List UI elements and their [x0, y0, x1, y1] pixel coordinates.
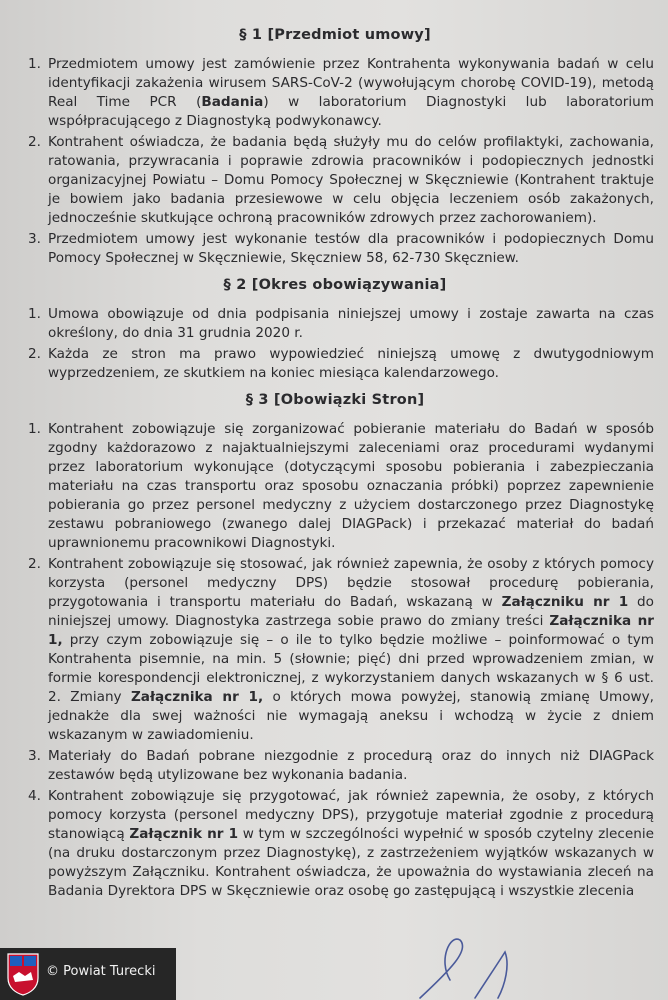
- bold-term: Załącznika nr 1,: [48, 613, 654, 648]
- list-item-text: Przedmiotem umowy jest wykonanie testów dla pracowników i podopiecznych Domu Pomocy Społecznej w Skęczniewie, Skęczniew 58, 62-730 Skęczniew.: [48, 231, 654, 266]
- list-item-number: 2.: [28, 346, 41, 362]
- list-item-text: Kontrahent oświadcza, że badania będą służyły mu do celów profilaktyki, zachowania, ratowania, przywracania i poprawie zdrowia pracowników i podopiecznych jednostki organizacyjnej Powiatu – Domu Pomocy Społecznej w Skęczniewie (Kontrahent traktuje je bowiem jako badania przesiewowe w celu objęcia leczeniem osób zakażonych, jednocześnie skutkujące ochroną pracowników zdrowych przez zachorowaniem).: [48, 134, 654, 226]
- list-item: [10, 747, 660, 785]
- list-item-text: przy czym zobowiązuje się – o ile to tylko będzie możliwe – poinformować o tym Kontrahenta pisemnie, na min. 5 (słownie; pięć) dni przed wprowadzeniem zmian, w formie korespondencji elektronicznej, z wykorzystaniem danych wskazanych w § 6 ust. 2. Zmiany: [48, 632, 654, 705]
- list-item-text: w tym w szczególności wypełnić w sposób czytelny zlecenie (na druku dostarczonym przez Diagnostykę), z zastrzeżeniem wyjątków wskazanych w powyższym Załączniku. Kontrahent oświadcza, że upoważnia do wystawiania zleceń na Badania Dyrektora DPS w Skęczniewie oraz osobę go zastępującą i wszystkie zlecenia: [48, 826, 654, 899]
- list-item-text: Przedmiotem umowy jest zamówienie przez Kontrahenta wykonywania badań w celu identyfikacji zakażenia wirusem SARS-CoV-2 (wywołującym chorobę COVID-19), metodą Real Time PCR (: [48, 56, 654, 110]
- section-2-list: [10, 305, 660, 383]
- list-item-number: 1.: [28, 421, 41, 437]
- section-3-list: [10, 420, 660, 901]
- list-item-number: 2.: [28, 134, 41, 150]
- list-item-text: Umowa obowiązuje od dnia podpisania niniejszej umowy i zostaje zawarta na czas określony, do dnia 31 grudnia 2020 r.: [48, 306, 654, 341]
- list-item-text: Materiały do Badań pobrane niezgodnie z procedurą oraz do innych niż DIAGPack zestawów będą utylizowane bez wykonania badania.: [48, 748, 654, 783]
- list-item-text: Kontrahent zobowiązuje się przygotować, jak również zapewnia, że osoby, z których pomocy korzysta (personel medyczny DPS), przygotuje materiał zgodnie z procedurą stanowiącą: [48, 788, 654, 842]
- list-item-text: Kontrahent zobowiązuje się stosować, jak również zapewnia, że osoby z których pomocy korzysta (personel medyczny DPS) będzie stosował procedurę pobierania, przygotowania i transportu materiału do Badań, wskazaną w: [48, 556, 654, 610]
- watermark-badge: [0, 948, 176, 1000]
- list-item-text: do niniejszej umowy. Diagnostyka zastrzega sobie prawo do zmiany treści: [48, 594, 654, 629]
- list-item: [10, 230, 660, 268]
- list-item: [10, 420, 660, 553]
- section-1-list: [10, 55, 660, 268]
- list-item: [10, 133, 660, 228]
- list-item-text: o których mowa powyżej, stanowią zmianę Umowy, jednakże dla swej ważności nie wymagają aneksu i wchodzą w życie z dniem wskazanym w zawiadomieniu.: [48, 689, 655, 743]
- list-item-text: ) w laboratorium Diagnostyki lub laboratorium współpracującego z Diagnostyką podwykonawcy.: [48, 94, 654, 129]
- list-item-number: 2.: [28, 556, 41, 572]
- list-item: [10, 305, 660, 343]
- list-item-number: 3.: [28, 748, 41, 764]
- contract-text: [10, 26, 660, 909]
- list-item-number: 1.: [28, 306, 41, 322]
- bold-term: Badania: [201, 94, 264, 110]
- section-2-title: § 2 [Okres obowiązywania]: [223, 277, 447, 293]
- bold-term: Załącznik nr 1: [129, 826, 239, 842]
- section-2: [10, 276, 660, 383]
- list-item: [10, 555, 660, 745]
- section-3: [10, 391, 660, 901]
- list-item: [10, 345, 660, 383]
- list-item: [10, 55, 660, 131]
- list-item-number: 4.: [28, 788, 41, 804]
- list-item-number: 3.: [28, 231, 41, 247]
- watermark-text: © Powiat Turecki: [46, 964, 156, 979]
- bold-term: Załączniku nr 1: [501, 594, 629, 610]
- coat-of-arms-icon: [6, 952, 40, 996]
- list-item-text: Kontrahent zobowiązuje się zorganizować pobieranie materiału do Badań w sposób zgodny każdorazowo z najaktualniejszymi zaleceniami oraz procedurami wydanymi przez laboratorium wykonujące (dotyczącymi sposobu pobierania i zabezpieczania materiału na czas transportu oraz sposobu oznaczania próbki) poprzez zapewnienie pobierania go przez personel medyczny z użyciem dostarczonego przez Diagnostykę zestawu pobraniowego (zwanego dalej DIAGPack) i przekazać materiał do badań uprawnionemu pracownikowi Diagnostyki.: [48, 421, 654, 551]
- list-item: [10, 787, 660, 901]
- list-item-number: 1.: [28, 56, 41, 72]
- section-3-title: § 3 [Obowiązki Stron]: [245, 392, 425, 408]
- list-item-text: Każda ze stron ma prawo wypowiedzieć niniejszą umowę z dwutygodniowym wyprzedzeniem, ze skutkiem na koniec miesiąca kalendarzowego.: [48, 346, 654, 381]
- section-1: [10, 26, 660, 268]
- bold-term: Załącznika nr 1,: [130, 689, 264, 705]
- section-1-title: § 1 [Przedmiot umowy]: [239, 27, 431, 43]
- signature-scribble: [300, 920, 560, 1000]
